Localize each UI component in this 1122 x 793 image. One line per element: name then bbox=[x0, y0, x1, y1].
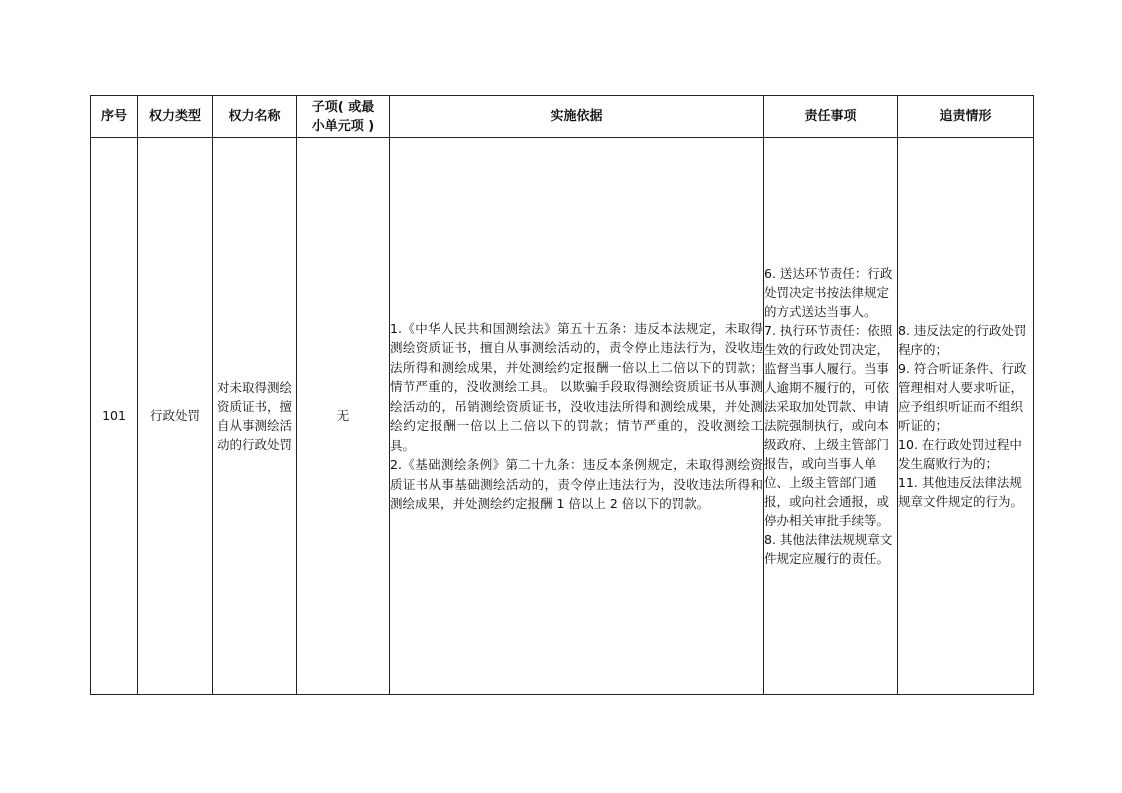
responsibility-item: 8. 其他法律法规规章文件规定应履行的责任。 bbox=[764, 532, 893, 566]
basis-item: 1.《中华人民共和国测绘法》第五十五条：违反本法规定，未取得测绘资质证书，擅自从事测绘活动的，责令停止违法行为，没收违法所得和测绘成果，并处测绘约定报酬一倍以上二倍以下的罚款；情节严重的，没收测绘工具。 以欺骗手段取得测绘资质证书从事测绘活动的，吊销测绘资质证书，没收违法所得和测绘成果，并处测绘约定报酬一倍以上二倍以下的罚款；情节严重的，没收测绘工具。 bbox=[390, 320, 763, 453]
header-number: 序号 bbox=[91, 96, 138, 138]
header-accountability: 追责情形 bbox=[898, 96, 1034, 138]
accountability-item: 9. 符合听证条件、行政管理相对人要求听证，应予组织听证而不组织听证的； bbox=[898, 361, 1027, 433]
table-header-row bbox=[91, 96, 1034, 138]
basis-item: 2.《基础测绘条例》第二十九条：违反本条例规定，未取得测绘资质证书从事基础测绘活动的，责令停止违法行为，没收违法所得和测绘成果，并处测绘约定报酬 1 倍以上 2 倍以下的罚款。 bbox=[390, 457, 763, 511]
accountability-item: 11. 其他违反法律法规规章文件规定的行为。 bbox=[898, 475, 1024, 509]
cell-sub-item: 无 bbox=[297, 138, 390, 695]
cell-power-name: 对未取得测绘资质证书，擅自从事测绘活动的行政处罚 bbox=[213, 138, 297, 695]
table-row bbox=[91, 138, 1034, 695]
power-list-table bbox=[90, 95, 1034, 695]
header-responsibilities: 责任事项 bbox=[764, 96, 898, 138]
header-power-type: 权力类型 bbox=[138, 96, 213, 138]
cell-power-type: 行政处罚 bbox=[138, 138, 213, 695]
header-sub-item-label: 子项( 或最小单元项 ) bbox=[311, 99, 375, 134]
header-sub-item bbox=[297, 96, 390, 138]
cell-accountability bbox=[898, 138, 1034, 695]
header-power-name: 权力名称 bbox=[213, 96, 297, 138]
cell-responsibilities bbox=[764, 138, 898, 695]
responsibility-item: 6. 送达环节责任：行政处罚决定书按法律规定的方式送达当事人。 bbox=[764, 266, 893, 319]
accountability-item: 8. 违反法定的行政处罚程序的； bbox=[898, 323, 1027, 357]
accountability-item: 10. 在行政处罚过程中发生腐败行为的； bbox=[898, 437, 1022, 471]
cell-basis bbox=[390, 138, 764, 695]
header-basis: 实施依据 bbox=[390, 96, 764, 138]
responsibility-item: 7. 执行环节责任：依照生效的行政处罚决定，监督当事人履行。当事人逾期不履行的，可依法采取加处罚款、申请法院强制执行，或向本级政府、上级主管部门报告，或向当事人单位、上级主管部门通报，或向社会通报，或停办相关审批手续等。 bbox=[764, 323, 893, 528]
cell-number: 101 bbox=[91, 138, 138, 695]
